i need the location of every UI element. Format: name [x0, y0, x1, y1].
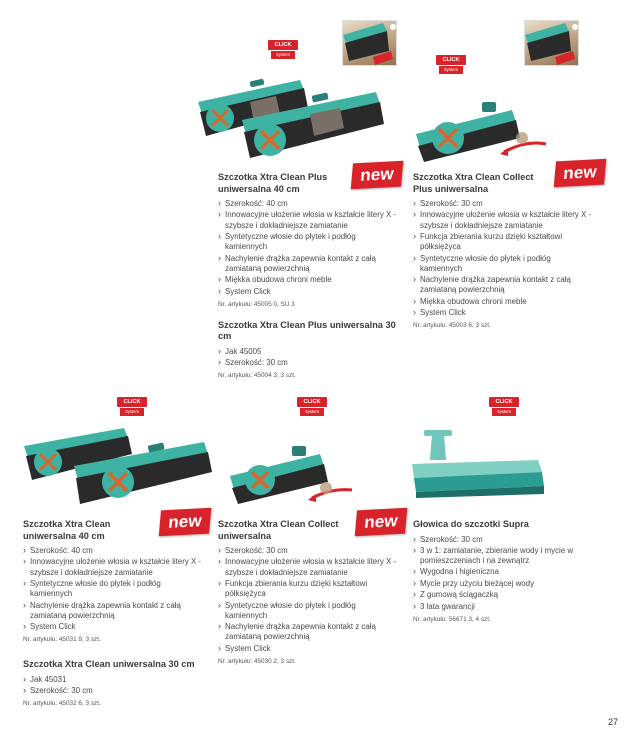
usage-photo: [342, 20, 397, 66]
feature-item: › Szerokość: 30 cm: [23, 686, 203, 696]
click-logo-bottom: System: [120, 408, 144, 416]
click-logo-top: CLICK: [489, 397, 519, 407]
feature-item: › Jak 45005: [218, 347, 398, 357]
new-badge: new: [159, 508, 212, 537]
article-number: Nr. artykułu: 45004 3, 3 szt.: [218, 372, 296, 380]
product-title: Szczotka Xtra Clean Plus uniwersalna 30 cm: [218, 319, 396, 342]
feature-list: [218, 546, 398, 654]
click-logo-top: CLICK: [117, 397, 147, 407]
feature-item: › Innowacyjne ułożenie włosia w kształcie litery X - szybsze i dokładniejsze zamiatanie: [218, 557, 398, 577]
usage-photo: [524, 20, 579, 66]
feature-item: › Innowacyjne ułożenie włosia w kształcie litery X - szybsze i dokładniejsze zamiatanie: [413, 210, 593, 230]
feature-list: [413, 535, 593, 612]
product-variant: [218, 320, 398, 380]
feature-item: › 3 lata gwarancji: [413, 602, 593, 612]
feature-item: › Nachylenie drążka zapewnia kontakt z całą zamiataną powierzchnią: [218, 254, 398, 274]
product-title: Szczotka Xtra Clean Plus uniwersalna 40 cm: [218, 172, 328, 194]
click-logo-bottom: System: [492, 408, 516, 416]
click-system-logo: [268, 40, 298, 60]
feature-item: › System Click: [218, 644, 398, 654]
feature-item: › Nachylenie drążka zapewnia kontakt z całą zamiataną powierzchnią: [218, 622, 398, 642]
click-logo-bottom: System: [439, 66, 463, 74]
feature-item: › Szerokość: 30 cm: [218, 546, 398, 556]
product-title: Szczotka Xtra Clean Collect uniwersalna: [218, 519, 339, 541]
feature-item: › Syntetyczne włosie do płytek i podłóg kamiennych: [218, 232, 398, 252]
click-logo-top: CLICK: [297, 397, 327, 407]
click-logo-top: CLICK: [268, 40, 298, 50]
broom-head-image: [412, 96, 562, 166]
feature-item: › Miękka obudowa chroni meble: [218, 275, 398, 285]
feature-item: › System Click: [218, 287, 398, 297]
click-logo-top: CLICK: [436, 55, 466, 65]
new-badge: new: [351, 161, 404, 190]
feature-item: › Innowacyjne ułożenie włosia w kształcie litery X - szybsze i dokładniejsze zamiatanie: [218, 210, 398, 230]
feature-list: [218, 347, 398, 369]
product-block: [413, 172, 593, 329]
feature-item: › Syntetyczne włosie do płytek i podłóg kamiennych: [218, 601, 398, 621]
broom-head-image: [190, 62, 390, 162]
feature-item: › Szerokość: 40 cm: [23, 546, 203, 556]
feature-item: › 3 w 1: zamiatanie, zbieranie wody i mycie w pomieszczeniach i na zewnątrz: [413, 546, 593, 566]
broom-head-image: [410, 430, 550, 500]
click-logo-bottom: System: [300, 408, 324, 416]
product-title: Szczotka Xtra Clean uniwersalna 30 cm: [23, 659, 195, 670]
product-title: Szczotka Xtra Clean Collect Plus uniwersalna: [413, 172, 534, 194]
click-system-logo: [436, 55, 466, 75]
product-block: [218, 172, 398, 379]
new-badge: new: [554, 159, 607, 188]
feature-item: › Funkcja zbierania kurzu dzięki kształtowi półksiężyca: [413, 232, 593, 252]
broom-head-image: [226, 440, 366, 510]
article-number: Nr. artykułu: 45031 9, 3 szt.: [23, 636, 101, 644]
product-block: [218, 519, 398, 665]
feature-item: › Syntetyczne włosie do płytek i podłóg kamiennych: [23, 579, 203, 599]
feature-item: › System Click: [23, 622, 203, 632]
feature-item: › Szerokość: 30 cm: [218, 358, 398, 368]
article-number: Nr. artykułu: 45032 6, 3 szt.: [23, 700, 101, 708]
feature-list: [218, 199, 398, 297]
feature-item: › Szerokość: 30 cm: [413, 535, 593, 545]
feature-item: › Syntetyczne włosie do płytek i podłóg kamiennych: [413, 254, 593, 274]
article-number: Nr. artykułu: 45005 0, SU 3: [218, 300, 295, 308]
product-block: [23, 519, 203, 707]
feature-item: › Nachylenie drążka zapewnia kontakt z całą zamiataną powierzchnią: [413, 275, 593, 295]
feature-item: › Jak 45031: [23, 675, 203, 685]
page-number: 27: [608, 717, 619, 727]
product-title: Szczotka Xtra Clean uniwersalna 40 cm: [23, 519, 111, 541]
broom-head-image: [18, 410, 218, 510]
article-number: Nr. artykułu: 45030 2, 3 szt.: [218, 657, 296, 665]
feature-item: › Szerokość: 40 cm: [218, 199, 398, 209]
product-title: Głowica do szczotki Supra: [413, 519, 529, 529]
feature-item: › Nachylenie drążka zapewnia kontakt z całą zamiataną powierzchnią: [23, 601, 203, 621]
feature-list: [413, 199, 593, 318]
product-variant: [23, 659, 203, 707]
product-block: [413, 519, 593, 623]
feature-item: › Funkcja zbierania kurzu dzięki kształtowi półksiężyca: [218, 579, 398, 599]
article-number: Nr. artykułu: 56671 3, 4 szt.: [413, 615, 491, 623]
click-logo-bottom: System: [271, 51, 295, 59]
feature-item: › Innowacyjne ułożenie włosia w kształcie litery X - szybsze i dokładniejsze zamiatanie: [23, 557, 203, 577]
feature-item: › System Click: [413, 308, 593, 318]
article-number: Nr. artykułu: 45003 6, 3 szt.: [413, 322, 491, 330]
feature-item: › Szerokość: 30 cm: [413, 199, 593, 209]
click-system-logo: [489, 397, 519, 417]
feature-item: › Wygodna i higieniczna: [413, 567, 593, 577]
feature-list: [23, 675, 203, 697]
click-system-logo: [297, 397, 327, 417]
new-badge: new: [355, 508, 408, 537]
feature-item: › Miękka obudowa chroni meble: [413, 297, 593, 307]
feature-item: › Mycie przy użyciu bieżącej wody: [413, 579, 593, 589]
feature-list: [23, 546, 203, 632]
feature-item: › Z gumową ściągaczką: [413, 590, 593, 600]
